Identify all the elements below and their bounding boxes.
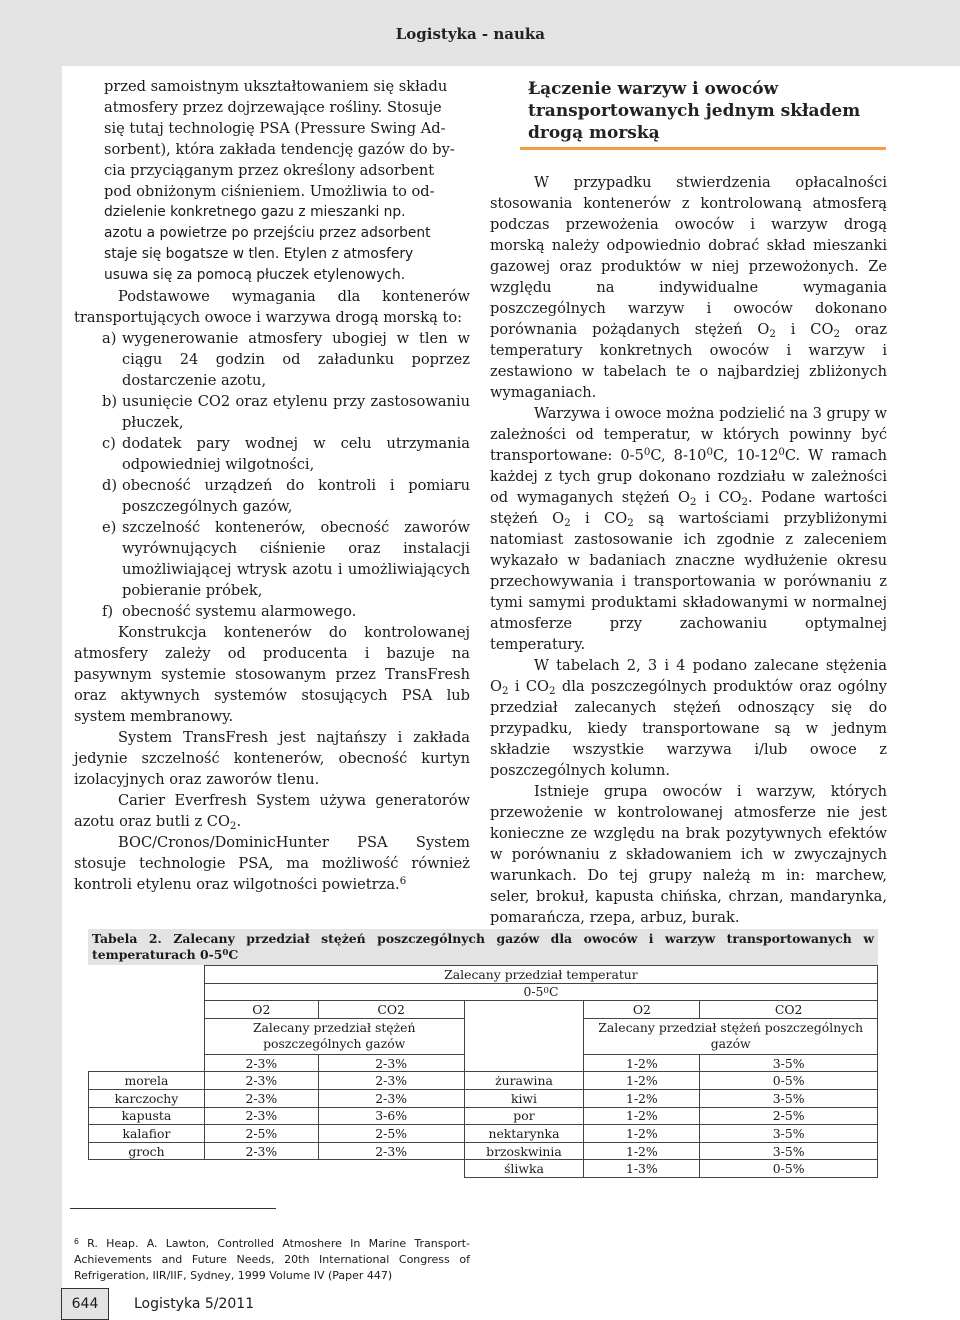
left-column xyxy=(74,76,470,895)
paragraph: Istnieje grupa owoców i warzyw, których przewożenie w kontrolowanej atmosferze nie jest konieczne ze względu na brak pozytywnych efektów w porównaniu z składowaniem ich w zwyczajnych warunkach. Do tej grupy należą m in: marchew, seler, brokuł, kapusta chińska, chrzan, mandarynka, pomarańcza, rzepa, arbuz, burak. xyxy=(490,783,887,926)
col-header-co2: CO2 xyxy=(318,1001,464,1019)
range-label: Zalecany przedział stężeń poszczególnych gazów xyxy=(584,1018,878,1054)
list-label: e) xyxy=(102,519,117,536)
temp-range: $0-5^0C$ xyxy=(204,983,877,1001)
range-label: Zalecany przedział stężeń poszczególnych gazów xyxy=(204,1018,464,1054)
heading-underline xyxy=(520,147,886,150)
list-label: f) xyxy=(102,603,114,620)
table-row: kalafior 2-5% 2-5% nektarynka 1-2% 3-5% xyxy=(89,1125,878,1143)
footnote-number: 6 xyxy=(74,1236,79,1246)
running-header: Logistyka - nauka xyxy=(395,25,545,43)
transfresh-paragraph: System TransFresh jest najtańszy i zakłada jedynie szczelność kontenerów, obecność kurtyn izolacyjnych oraz zaworów tlenu. xyxy=(74,729,470,788)
list-label: d) xyxy=(102,477,118,494)
paragraph: W przypadku stwierdzenia opłacalności stosowania kontenerów z kontrolowaną atmosferą podczas przewożenia owoców i warzyw drogą morską należy odpowiednio dobrać skład mieszanki gazowej oraz produktów w niej przewożonych. Ze względu na indywidualne wymagania poszczególnych warzyw i owoców dokonano porównania pożądanych stężeń $O_2$ i $CO_2$ oraz temperatury konkretnych owoców i warzyw i zestawiono w tabelach te o najbardziej zbliżonych wymaganiach. xyxy=(490,174,888,401)
list-text: usunięcie CO2 oraz etylenu przy zastosowaniu płuczek, xyxy=(122,393,470,431)
range-value: 2-3% xyxy=(204,1054,318,1072)
col-header-o2: O2 xyxy=(204,1001,318,1019)
page-number: 644 xyxy=(61,1288,109,1320)
intro-line: azotu a powietrze po przejściu przez adsorbent xyxy=(104,225,431,241)
table-row: kapusta 2-3% 3-6% por 1-2% 2-5% xyxy=(89,1107,878,1125)
temp-header: Zalecany przedział temperatur xyxy=(204,966,877,984)
table-row: karczochy 2-3% 2-3% kiwi 1-2% 3-5% xyxy=(89,1089,878,1107)
paragraph: W tabelach 2, 3 i 4 podano zalecane stężenia $O_2$ i $CO_2$ dla poszczególnych produktów oraz ogólny przedział zalecanych stężeń odnoszący się do przypadku, kiedy transportowane są w jednym składzie wszystkie warzywa i/lub owoce z poszczególnych kolumn. xyxy=(490,657,887,779)
intro-line: pod obniżonym ciśnieniem. Umożliwia to od- xyxy=(104,183,435,200)
list-text: obecność systemu alarmowego. xyxy=(122,603,357,620)
table-row: groch 2-3% 2-3% brzoskwinia 1-2% 3-5% xyxy=(89,1142,878,1160)
list-item xyxy=(74,601,470,622)
table-2 xyxy=(88,929,878,1178)
carrier-paragraph: Carier Everfresh System używa generatorów azotu oraz butli z $CO_2$. xyxy=(74,792,470,832)
table-caption: Tabela 2. Zalecany przedział stężeń poszczególnych gazów dla owoców i warzyw transportowanych w temperaturach $0-5^0C$ xyxy=(88,929,878,965)
section-heading: Łączenie warzyw i owoców transportowanych jednym składem drogą morską xyxy=(528,79,861,143)
range-value: 1-2% xyxy=(584,1054,700,1072)
col-header-o2: O2 xyxy=(584,1001,700,1019)
list-item xyxy=(74,475,470,517)
footnote-text: R. Heap. A. Lawton, Controlled Atmoshere In Marine Transport-Achievements and Future Needs, 20th International Congress of Refrigeration, IIR/IIF, Sydney, 1999 Volume IV (Paper 447) xyxy=(74,1237,470,1282)
intro-line: cia przyciąganym przez określony adsorbent xyxy=(104,162,435,179)
table-row: morela 2-3% 2-3% żurawina 1-2% 0-5% xyxy=(89,1072,878,1090)
intro-line: usuwa się za pomocą płuczek etylenowych. xyxy=(104,267,406,283)
range-value: 3-5% xyxy=(700,1054,878,1072)
boc-paragraph: BOC/Cronos/DominicHunter PSA System stosuje technologie PSA, ma możliwość również kontroli etylenu oraz wilgotności powietrza.$^6$ xyxy=(74,834,470,893)
footnote xyxy=(74,1236,470,1284)
list-text: wygenerowanie atmosfery ubogiej w tlen w ciągu 24 godzin od załadunku poprzez dostarczenie azotu, xyxy=(122,330,470,389)
intro-paragraph xyxy=(74,76,470,286)
intro-line: dzielenie konkretnego gazu z mieszanki np. xyxy=(104,204,406,220)
list-text: szczelność kontenerów, obecność zaworów wyrównujących ciśnienie oraz instalacji umożliwiającej wtrysk azotu i umożliwiających pobieranie próbek, xyxy=(122,519,470,599)
footnote-separator xyxy=(70,1208,276,1209)
paragraph: Warzywa i owoce można podzielić na 3 grupy w zależności od temperatur, w których powinny być transportowane: $0-5^0C$, $8-10^0C$, $10-12^0C$. W ramach każdej z tych grup dokonano rozdziału w zależności od wymaganych stężeń $O_2$ i $CO_2$. Podane wartości stężeń $O_2$ i $CO_2$ są wartościami przybliżonymi natomiast zastosowanie ich zgodnie z zaleceniem wykazało w badaniach znaczne wydłużenie okresu przechowywania i transportowania w porównaniu z tymi samymi produktami składowanymi w normalnej atmosferze przy zachowaniu optymalnej temperatury. xyxy=(490,405,887,653)
intro-line: sorbent), która zakłada tendencję gazów do by- xyxy=(104,141,455,158)
col-header-co2: CO2 xyxy=(700,1001,878,1019)
list-label: b) xyxy=(102,393,118,410)
list-item xyxy=(74,517,470,601)
intro-line: przed samoistnym ukształtowaniem się składu xyxy=(104,78,448,95)
list-item xyxy=(74,391,470,433)
right-column xyxy=(490,172,887,928)
range-value: 2-3% xyxy=(318,1054,464,1072)
list-text: obecność urządzeń do kontroli i pomiaru poszczególnych gazów, xyxy=(122,477,470,515)
gas-concentration-table xyxy=(88,965,878,1178)
side-margin-band xyxy=(0,66,62,1320)
table-row: śliwka 1-3% 0-5% xyxy=(89,1160,878,1178)
intro-line: staje się bogatsze w tlen. Etylen z atmosfery xyxy=(104,246,414,262)
intro-line: się tutaj technologię PSA (Pressure Swing Ad- xyxy=(104,120,446,137)
list-item xyxy=(74,328,470,391)
list-item xyxy=(74,433,470,475)
intro-line: atmosfery przez dojrzewające rośliny. Stosuje xyxy=(104,99,442,116)
construction-paragraph: Konstrukcja kontenerów do kontrolowanej atmosfery zależy od producenta i bazuje na pasywnym systemie stosowanym przez TransFresh oraz aktywnych systemów stosujących PSA lub system membranowy. xyxy=(74,624,470,725)
footnote-ref[interactable]: 6 xyxy=(399,876,407,888)
requirements-intro: Podstawowe wymagania dla kontenerów transportujących owoce i warzywa drogą morską to: xyxy=(74,288,470,326)
list-label: a) xyxy=(102,330,117,347)
list-text: dodatek pary wodnej w celu utrzymania odpowiedniej wilgotności, xyxy=(122,435,470,473)
requirements-list xyxy=(74,328,470,622)
journal-issue: Logistyka 5/2011 xyxy=(134,1296,255,1312)
list-label: c) xyxy=(102,435,116,452)
